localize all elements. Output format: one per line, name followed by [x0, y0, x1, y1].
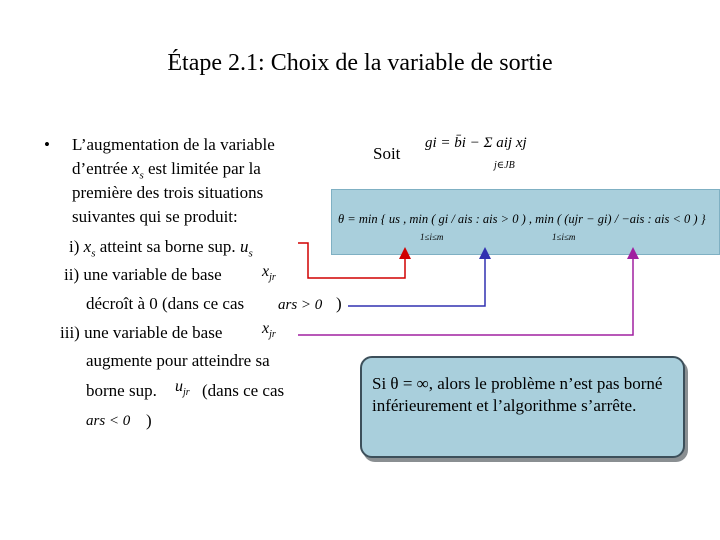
close-paren-1: ): [336, 294, 342, 313]
purple-connector: [298, 253, 633, 335]
bullet-marker: •: [44, 135, 50, 154]
text-line-10: borne sup.: [86, 381, 157, 400]
math-ars-positive: ars > 0: [278, 297, 323, 313]
text-line-3: première des trois situations: [72, 183, 264, 202]
formula-g: gi = b̄i − Σ aij xj: [425, 135, 527, 151]
callout-text: Si θ = ∞, alors le problème n’est pas borné inférieurement et l’algorithme s’arrête.: [372, 374, 663, 415]
close-paren-2: ): [146, 411, 152, 430]
text-line-5: i) $x_s$ atteint sa borne sup. $u_s$: [69, 237, 253, 260]
formula-theta-sub1: 1≤i≤m: [420, 232, 444, 242]
formula-theta: θ = min { us , min ( gi / ais : ais > 0 ) , min ( (ujr − gi) / −ais : ais < 0 ) }: [338, 212, 706, 226]
math-ars-negative: ars < 0: [86, 413, 131, 429]
math-xjr-2: $x_{jr}$: [262, 320, 276, 341]
text-line-1: L’augmentation de la variable: [72, 135, 275, 154]
soit-label: Soit: [373, 144, 401, 163]
text-line-4: suivantes qui se produit:: [72, 207, 238, 226]
math-xjr-1: $x_{jr}$: [262, 263, 276, 284]
formula-theta-sub2: 1≤i≤m: [552, 232, 576, 242]
red-connector: [298, 243, 405, 278]
math-ujr: $u_{jr}$: [175, 378, 190, 399]
text-line-9: augmente pour atteindre sa: [86, 351, 270, 370]
blue-connector: [348, 253, 485, 306]
text-line-2: d’entrée $x_s$ est limitée par la: [72, 159, 261, 182]
formula-g-sub: j∈JB: [494, 160, 515, 171]
page-title: Étape 2.1: Choix de la variable de sortie: [167, 50, 553, 76]
text-line-6: ii) une variable de base: [64, 265, 222, 284]
text-line-7: décroît à 0 (dans ce cas: [86, 294, 245, 313]
text-line-8: iii) une variable de base: [60, 323, 223, 342]
text-line-10-post: (dans ce cas: [202, 381, 285, 400]
